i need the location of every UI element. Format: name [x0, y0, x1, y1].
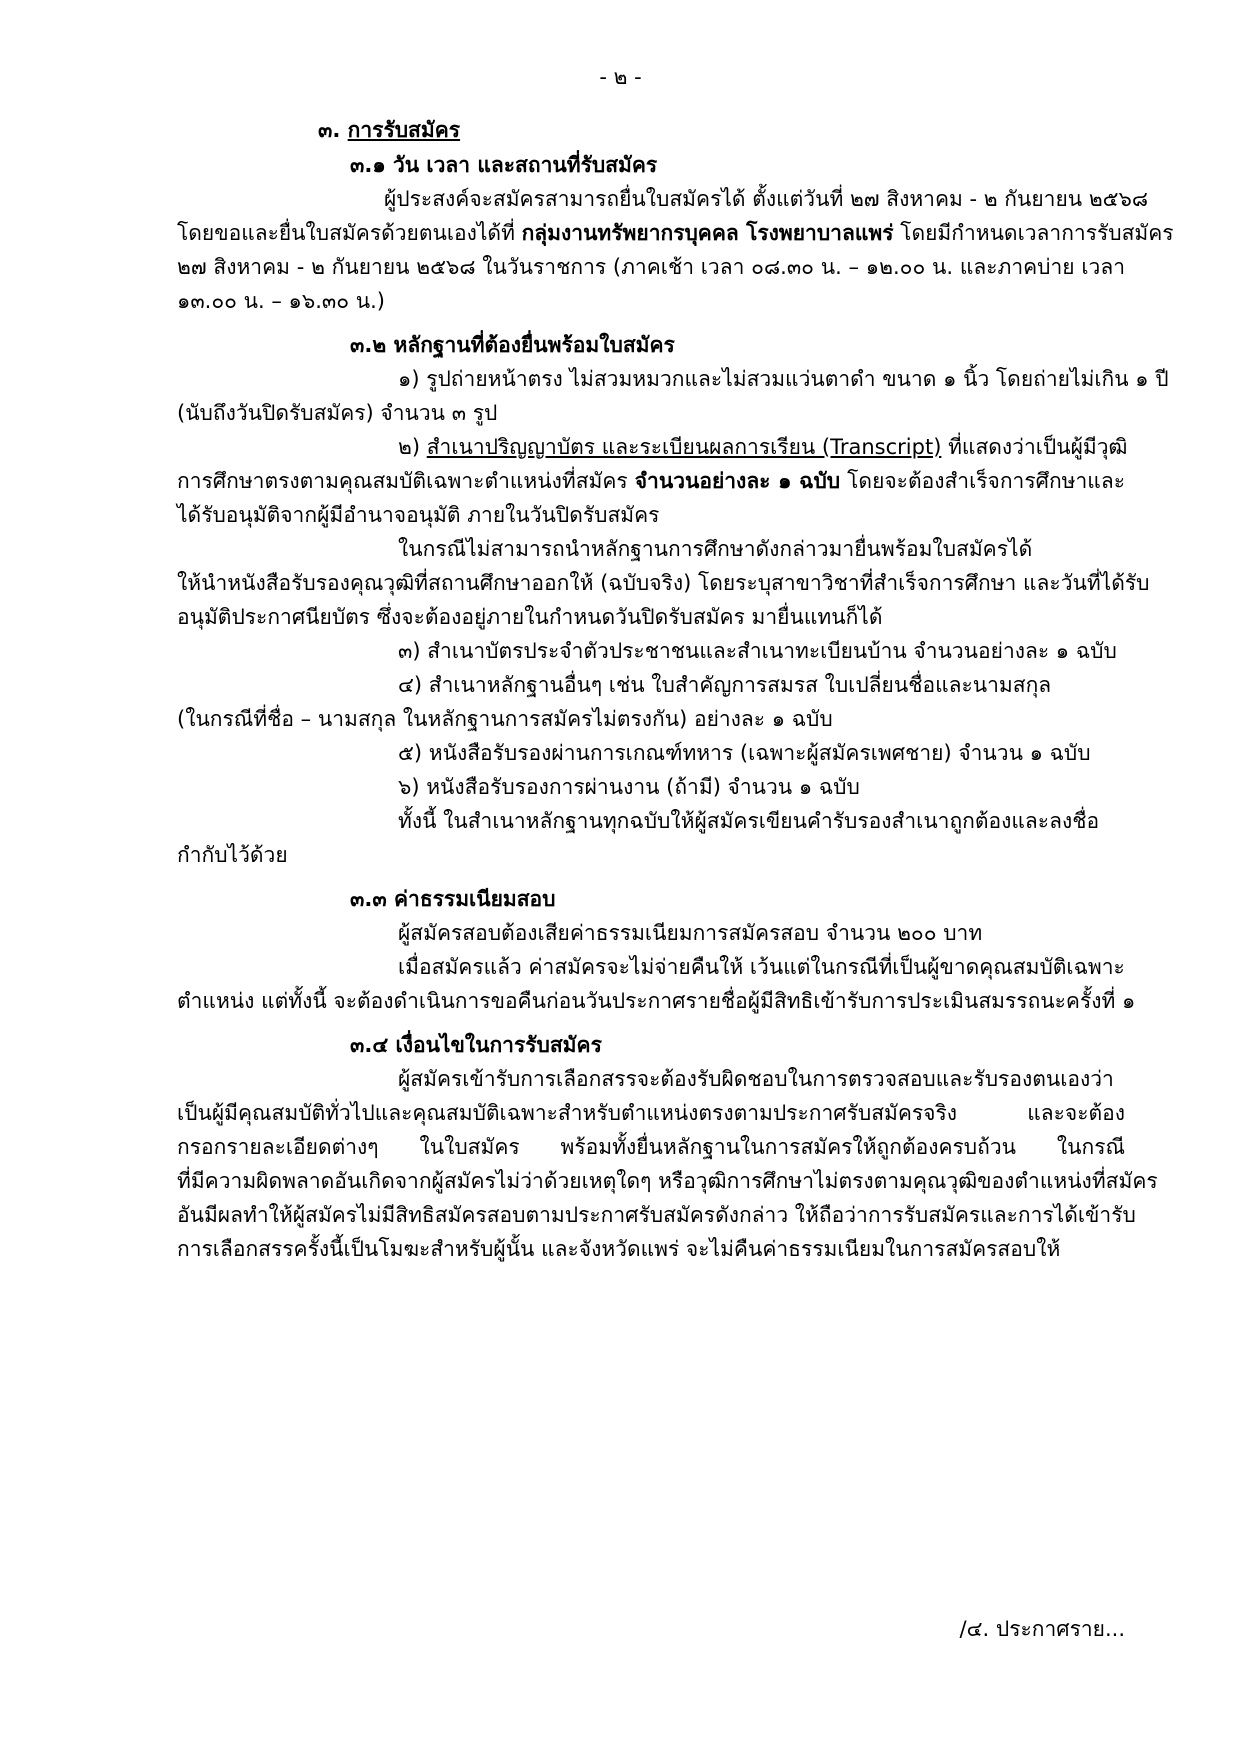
paragraph-line: ผู้สมัครเข้ารับการเลือกสรรจะต้องรับผิดชอบในการตรวจสอบและรับรองตนเองว่า — [398, 1067, 1114, 1091]
list-item-continued: (ในกรณีที่ชื่อ – นามสกุล ในหลักฐานการสมัครไม่ตรงกัน) อย่างละ ๑ ฉบับ — [177, 707, 833, 731]
paragraph-line: ให้นำหนังสือรับรองคุณวุฒิที่สถานศึกษาออกให้ (ฉบับจริง) โดยระบุสาขาวิชาที่สำเร็จการศึกษา และวันที่ได้รับ — [177, 571, 1150, 595]
list-item: ๓) สำเนาบัตรประจำตัวประชาชนและสำเนาทะเบียนบ้าน จำนวนอย่างละ ๑ ฉบับ — [398, 639, 1117, 663]
section-title — [318, 115, 460, 145]
note-line: กำกับไว้ด้วย — [177, 843, 288, 867]
list-item-continued: ได้รับอนุมัติจากผู้มีอำนาจอนุมัติ ภายในวันปิดรับสมัคร — [177, 503, 660, 527]
list-item: ๑) รูปถ่ายหน้าตรง ไม่สวมหมวกและไม่สวมแว่นตาดำ ขนาด ๑ นิ้ว โดยถ่ายไม่เกิน ๑ ปี — [398, 367, 1169, 391]
subsection-heading-3-4: ๓.๔ เงื่อนไขในการรับสมัคร — [350, 1033, 602, 1057]
paragraph-line: เป็นผู้มีคุณสมบัติทั่วไปและคุณสมบัติเฉพาะสำหรับตำแหน่งตรงตามประกาศรับสมัครจริง และจะต้อง — [177, 1101, 1125, 1125]
footer-continuation: /๔. ประกาศราย... — [959, 1617, 1125, 1641]
paragraph-line: อนุมัติประกาศนียบัตร ซึ่งจะต้องอยู่ภายในกำหนดวันปิดรับสมัคร มายื่นแทนก็ได้ — [177, 605, 883, 629]
list-item: ๕) หนังสือรับรองผ่านการเกณฑ์ทหาร (เฉพาะผู้สมัครเพศชาย) จำนวน ๑ ฉบับ — [398, 741, 1091, 765]
paragraph-line: ๒๗ สิงหาคม - ๒ กันยายน ๒๕๖๘ ในวันราชการ (ภาคเช้า เวลา ๐๘.๓๐ น. – ๑๒.๐๐ น. และภาคบ่าย เวลา — [177, 255, 1125, 279]
subsection-heading-3-2: ๓.๒ หลักฐานที่ต้องยื่นพร้อมใบสมัคร — [350, 333, 675, 357]
list-item-continued: การศึกษาตรงตามคุณสมบัติเฉพาะตำแหน่งที่สมัคร จำนวนอย่างละ ๑ ฉบับ โดยจะต้องสำเร็จการศึกษาและ — [177, 469, 1125, 493]
section-number: ๓. — [318, 118, 341, 142]
list-item: ๒) สำเนาปริญญาบัตร และระเบียนผลการเรียน (Transcript) ที่แสดงว่าเป็นผู้มีวุฒิ — [398, 435, 1128, 459]
subsection-heading-3-3: ๓.๓ ค่าธรรมเนียมสอบ — [350, 887, 556, 911]
paragraph-line: ผู้สมัครสอบต้องเสียค่าธรรมเนียมการสมัครสอบ จำนวน ๒๐๐ บาท — [398, 921, 983, 945]
paragraph-line: ตำแหน่ง แต่ทั้งนี้ จะต้องดำเนินการขอคืนก่อนวันประกาศรายชื่อผู้มีสิทธิเข้ารับการประเมินสมรรถนะครั้งที่ ๑ — [177, 989, 1136, 1013]
paragraph-line: ในกรณีไม่สามารถนำหลักฐานการศึกษาดังกล่าวมายื่นพร้อมใบสมัครได้ — [398, 537, 1033, 561]
page-number: - ๒ - — [599, 65, 642, 89]
paragraph-line: ๑๓.๐๐ น. – ๑๖.๓๐ น.) — [177, 289, 385, 313]
subsection-heading-3-1: ๓.๑ วัน เวลา และสถานที่รับสมัคร — [350, 153, 658, 177]
paragraph-line: กรอกรายละเอียดต่างๆ ในใบสมัคร พร้อมทั้งยื่นหลักฐานในการสมัครให้ถูกต้องครบถ้วน ในกรณี — [177, 1135, 1125, 1159]
paragraph-line: การเลือกสรรครั้งนี้เป็นโมฆะสำหรับผู้นั้น และจังหวัดแพร่ จะไม่คืนค่าธรรมเนียมในการสมัครสอบให้ — [177, 1237, 1061, 1261]
office-name: กลุ่มงานทรัพยากรบุคคล โรงพยาบาลแพร่ — [521, 221, 894, 245]
section-title-text: การรับสมัคร — [347, 118, 461, 142]
paragraph-line: อันมีผลทำให้ผู้สมัครไม่มีสิทธิสมัครสอบตามประกาศรับสมัครดังกล่าว ให้ถือว่าการรับสมัครและการได้เข้ารับ — [177, 1203, 1136, 1227]
paragraph-line: เมื่อสมัครแล้ว ค่าสมัครจะไม่จ่ายคืนให้ เว้นแต่ในกรณีที่เป็นผู้ขาดคุณสมบัติเฉพาะ — [398, 955, 1125, 979]
list-item-continued: (นับถึงวันปิดรับสมัคร) จำนวน ๓ รูป — [177, 401, 498, 425]
paragraph-line: โดยขอและยื่นใบสมัครด้วยตนเองได้ที่ กลุ่มงานทรัพยากรบุคคล โรงพยาบาลแพร่ โดยมีกำหนดเวลาการรับสมัคร — [177, 221, 1174, 245]
paragraph-line: ผู้ประสงค์จะสมัครสามารถยื่นใบสมัครได้ ตั้งแต่วันที่ ๒๗ สิงหาคม - ๒ กันยายน ๒๕๖๘ — [384, 187, 1149, 211]
list-item: ๖) หนังสือรับรองการผ่านงาน (ถ้ามี) จำนวน ๑ ฉบับ — [398, 775, 860, 799]
paragraph-line: ที่มีความผิดพลาดอันเกิดจากผู้สมัครไม่ว่าด้วยเหตุใดๆ หรือวุฒิการศึกษาไม่ตรงตามคุณวุฒิของตำแหน่งที่สมัคร — [177, 1169, 1158, 1193]
note-line: ทั้งนี้ ในสำเนาหลักฐานทุกฉบับให้ผู้สมัครเขียนคำรับรองสำเนาถูกต้องและลงชื่อ — [398, 809, 1100, 833]
list-item: ๔) สำเนาหลักฐานอื่นๆ เช่น ใบสำคัญการสมรส ใบเปลี่ยนชื่อและนามสกุล — [398, 673, 1052, 697]
